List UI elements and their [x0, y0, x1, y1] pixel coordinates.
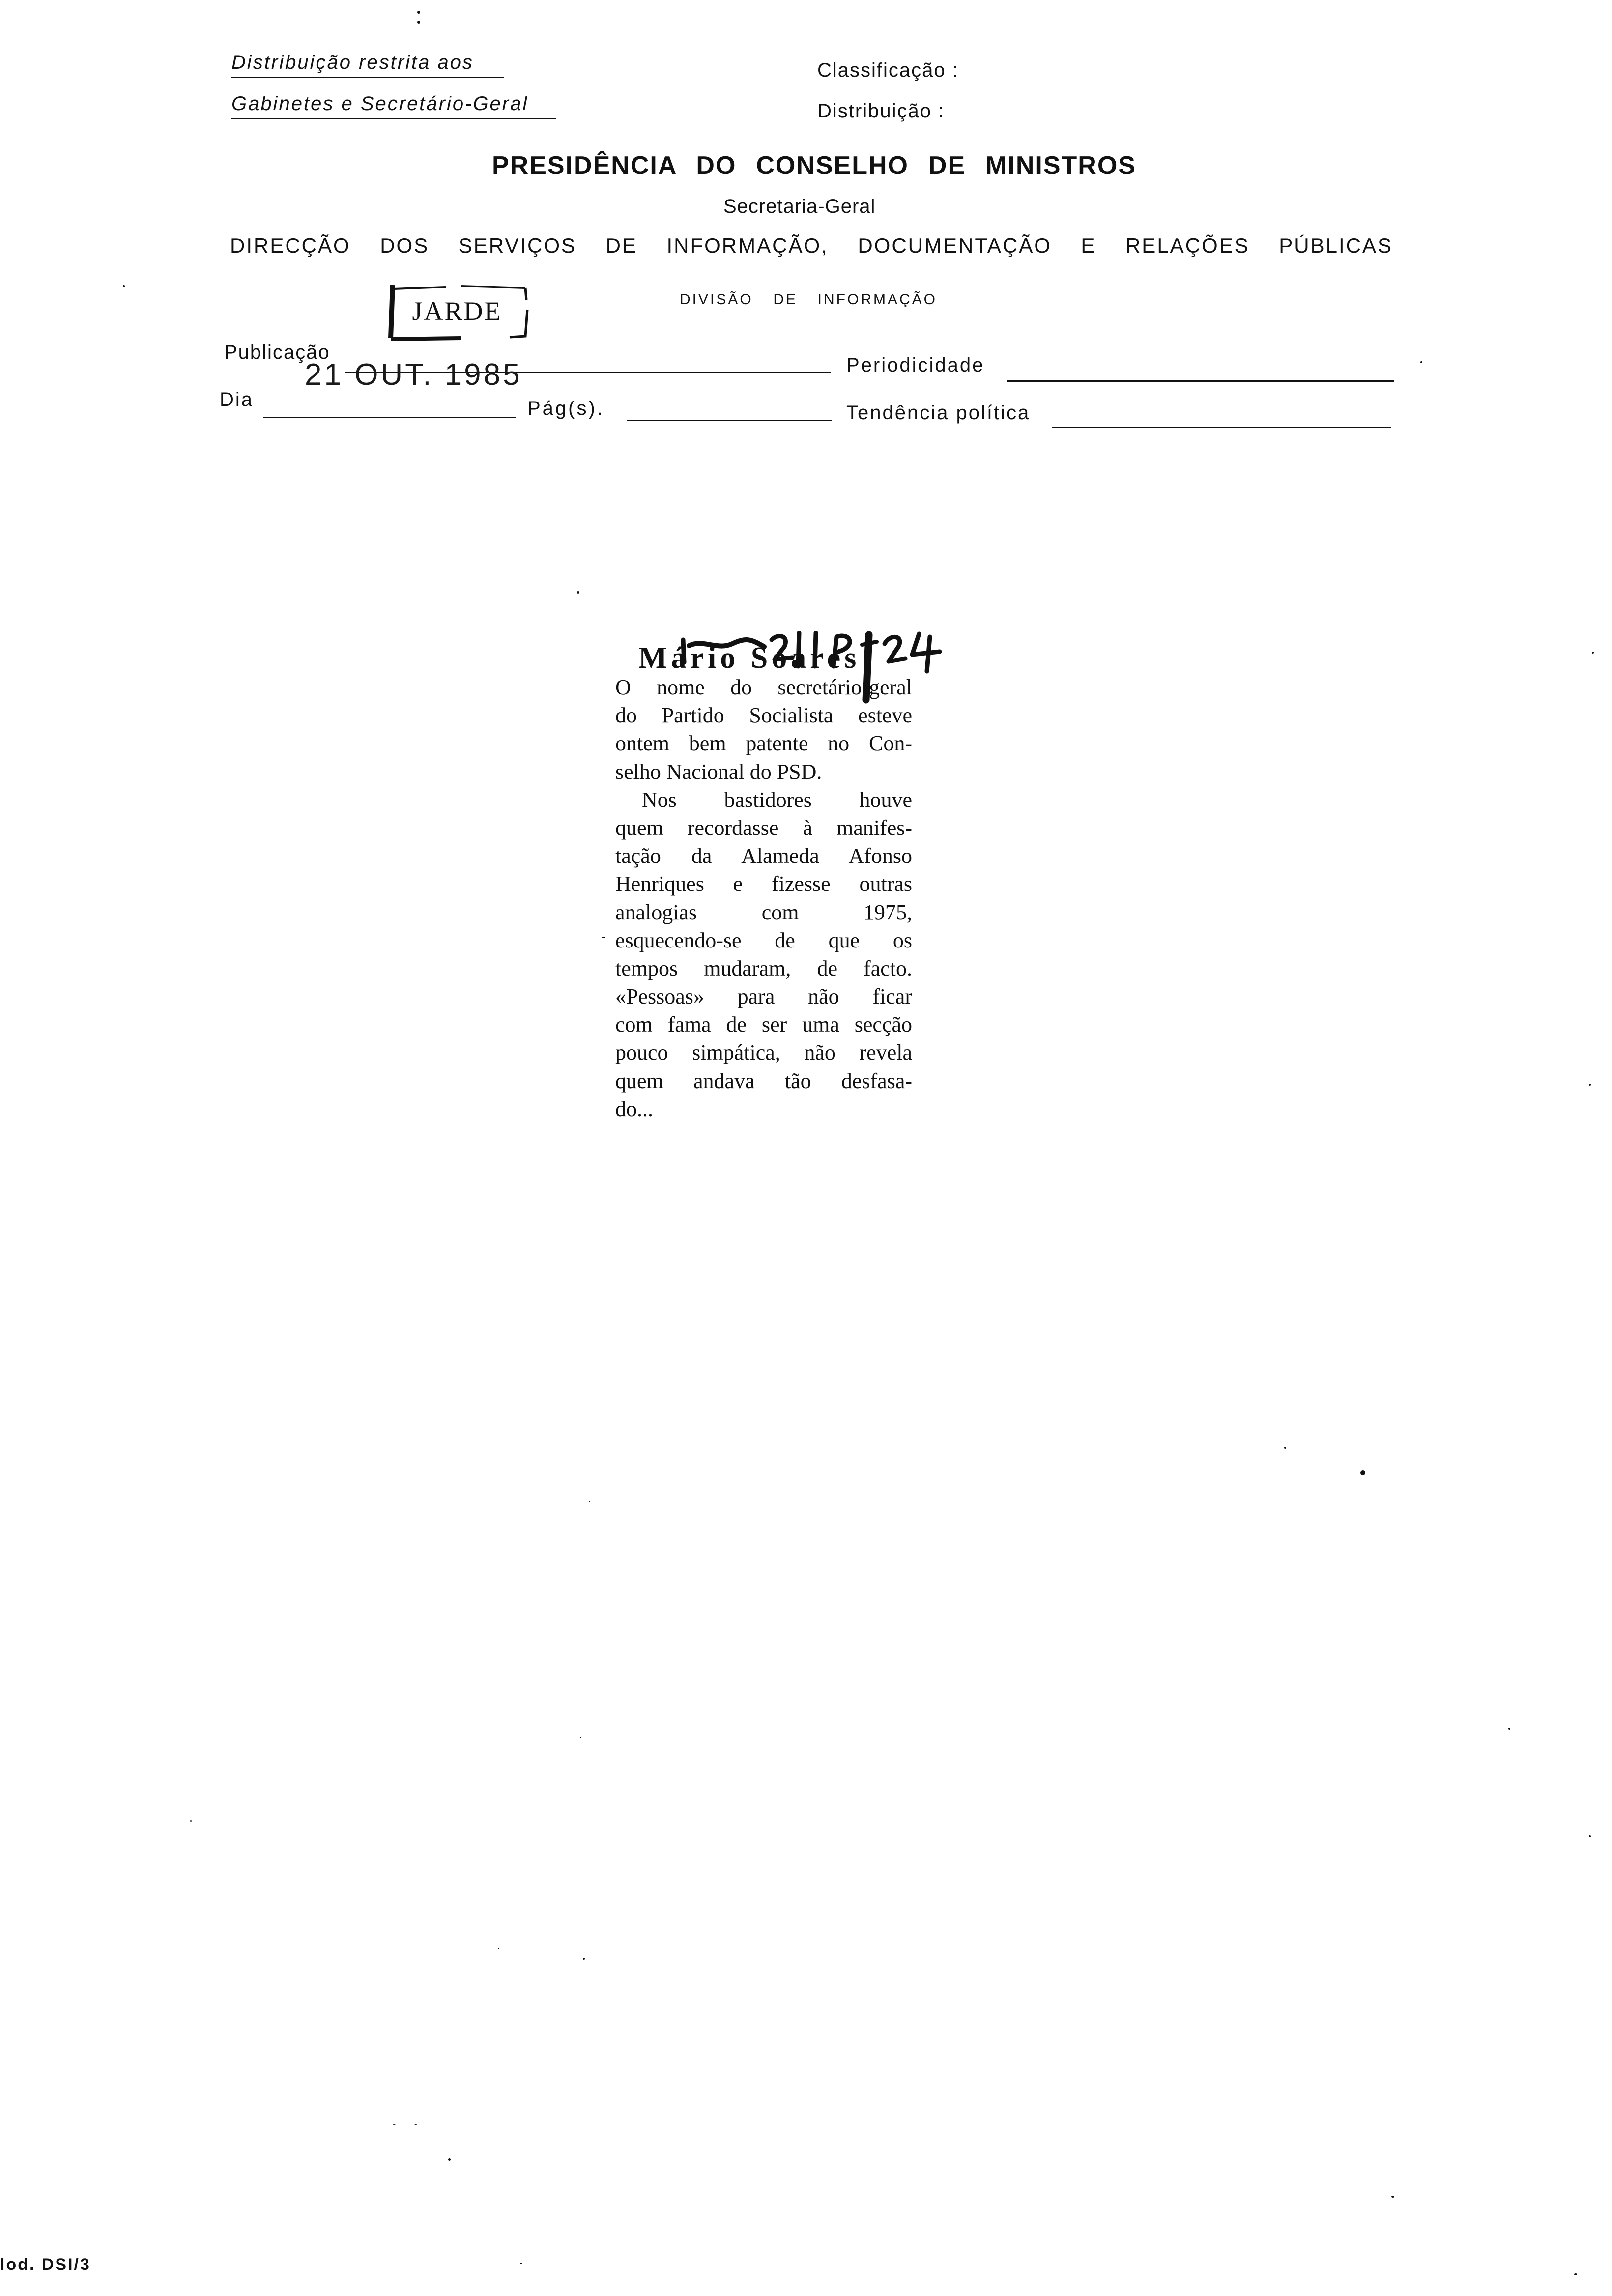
article-line: do Partido Socialista esteve: [615, 703, 912, 728]
scan-speck: [414, 2124, 417, 2125]
date-stamp: 21 OUT. 1985: [305, 358, 522, 392]
distribution-note-line1: Distribuição restrita aos: [231, 51, 504, 78]
scan-speck: [1391, 2196, 1394, 2198]
scan-speck: [1284, 1447, 1286, 1449]
article-line: ontem bem patente no Con-: [615, 731, 912, 756]
day-line: [263, 417, 516, 418]
scan-speck: [1420, 361, 1422, 363]
political-tendency-label: Tendência política: [846, 402, 1031, 424]
presidency-title: PRESIDÊNCIA DO CONSELHO DE MINISTROS: [492, 151, 1136, 180]
article-body: [615, 673, 912, 1123]
publication-label: Publicação: [224, 342, 330, 363]
article-line: Henriques e fizesse outras: [615, 872, 912, 896]
article-line: quem recordasse à manifes-: [615, 815, 912, 840]
article-line: analogias com 1975,: [615, 900, 912, 924]
scan-speck: [123, 285, 125, 287]
scan-speck: [393, 2124, 396, 2125]
scan-speck: [1592, 652, 1594, 654]
article-line: «Pessoas» para não ficar: [615, 984, 912, 1009]
article-line: pouco simpática, não revela: [615, 1040, 912, 1065]
scan-speck: [417, 21, 420, 24]
distribution-label: Distribuição :: [817, 100, 945, 122]
scan-speck: [1574, 2273, 1577, 2275]
article-line: do...: [615, 1096, 653, 1121]
periodicity-line: [1008, 380, 1394, 382]
article-line: tação da Alameda Afonso: [615, 844, 912, 868]
periodicity-label: Periodicidade: [846, 354, 985, 376]
article-line: Nos bastidores houve: [642, 787, 912, 812]
directorate-title: DIRECÇÃO DOS SERVIÇOS DE INFORMAÇÃO, DOCUMENTAÇÃO E RELAÇÕES PÚBLICAS: [230, 234, 1393, 257]
article-line: selho Nacional do PSD.: [615, 759, 822, 784]
scan-speck: [589, 1501, 590, 1502]
scan-speck: [498, 1948, 499, 1949]
day-label: Dia: [220, 389, 254, 410]
pages-line: [627, 420, 832, 421]
article-line: O nome do secretário-geral: [615, 675, 912, 699]
division-title: DIVISÃO DE INFORMAÇÃO: [680, 291, 937, 308]
scan-speck: [1589, 1084, 1591, 1086]
pages-label: Pág(s).: [527, 398, 604, 419]
scan-speck: [417, 11, 420, 14]
article-line: com fama de ser uma secção: [615, 1012, 912, 1037]
scan-speck: [1589, 1835, 1591, 1837]
scan-speck: [580, 1737, 581, 1738]
political-tendency-line: [1052, 427, 1391, 428]
secretariat-title: Secretaria-Geral: [723, 196, 876, 217]
scan-speck: [1360, 1470, 1365, 1475]
article-line: quem andava tão desfasa-: [615, 1068, 912, 1093]
form-code: lod. DSI/3: [0, 2255, 91, 2274]
scan-speck: [520, 2263, 522, 2264]
newspaper-stamp: [387, 278, 534, 343]
scan-speck: [448, 2158, 451, 2161]
article-line: esquecendo-se de que os: [615, 928, 912, 952]
article-line: tempos mudaram, de facto.: [615, 956, 912, 980]
article-headline: Mário Soares: [638, 641, 861, 675]
scan-speck: [190, 1820, 192, 1822]
scan-speck: [577, 591, 579, 594]
classification-label: Classificação :: [817, 59, 959, 81]
scan-speck: [1508, 1728, 1510, 1730]
scan-speck: [602, 937, 605, 938]
scan-speck: [583, 1958, 585, 1960]
distribution-note-line2: Gabinetes e Secretário-Geral: [231, 92, 556, 119]
stamp-text: JARDE: [412, 296, 502, 326]
